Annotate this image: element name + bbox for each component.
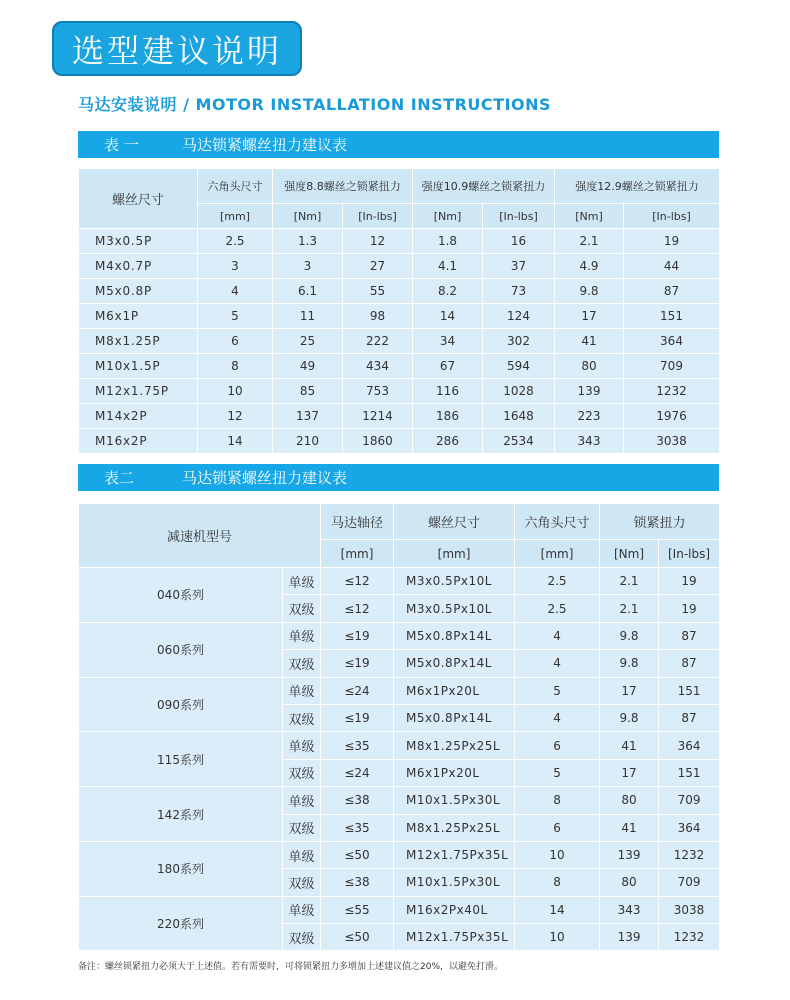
value-cell: 34 [413,329,483,354]
inlbs-cell: 1232 [659,924,720,951]
stage-cell: 单级 [283,787,321,814]
nm-cell: 17 [600,759,659,786]
stage-cell: 单级 [283,841,321,868]
stage-cell: 双级 [283,704,321,731]
shaft-cell: ≤38 [321,787,394,814]
nm-cell: 41 [600,732,659,759]
table-row [79,229,720,254]
value-cell: 2.1 [555,229,624,254]
value-cell: 3 [198,254,273,279]
gearbox-torque-table [78,503,720,951]
value-cell: 4.9 [555,254,624,279]
table1-header-row [79,169,720,204]
table2-header-bar [78,464,719,491]
nm-cell: 9.8 [600,704,659,731]
hex-cell: 8 [515,787,600,814]
table2-unit: [In-lbs] [659,540,720,568]
inlbs-cell: 364 [659,814,720,841]
value-cell: 37 [483,254,555,279]
table1-col-grade-10-9: 强度10.9螺丝之锁紧扭力 [413,169,555,204]
table-row [79,622,720,649]
table-row [79,329,720,354]
screw-size-cell: M5x0.8P [79,279,198,304]
screw-cell: M3x0.5Px10L [394,568,515,595]
stage-cell: 单级 [283,896,321,923]
value-cell: 1.3 [273,229,343,254]
table-row [79,732,720,759]
nm-cell: 41 [600,814,659,841]
inlbs-cell: 151 [659,677,720,704]
hex-cell: 2.5 [515,595,600,622]
value-cell: 67 [413,354,483,379]
value-cell: 19 [624,229,720,254]
stage-cell: 双级 [283,924,321,951]
value-cell: 2.5 [198,229,273,254]
screw-cell: M12x1.75Px35L [394,924,515,951]
screw-cell: M10x1.5Px30L [394,869,515,896]
inlbs-cell: 19 [659,568,720,595]
inlbs-cell: 87 [659,650,720,677]
shaft-cell: ≤12 [321,595,394,622]
value-cell: 14 [413,304,483,329]
screw-cell: M10x1.5Px30L [394,787,515,814]
page-title: 选型建议说明 [52,21,302,76]
shaft-cell: ≤50 [321,841,394,868]
screw-size-cell: M10x1.5P [79,354,198,379]
table-row [79,354,720,379]
value-cell: 151 [624,304,720,329]
series-cell: 115系列 [79,732,283,787]
stage-cell: 双级 [283,869,321,896]
table1-unit: [mm] [198,204,273,229]
value-cell: 286 [413,429,483,454]
stage-cell: 双级 [283,650,321,677]
nm-cell: 2.1 [600,595,659,622]
inlbs-cell: 87 [659,622,720,649]
value-cell: 3 [273,254,343,279]
screw-size-cell: M16x2P [79,429,198,454]
value-cell: 14 [198,429,273,454]
value-cell: 8 [198,354,273,379]
shaft-cell: ≤24 [321,759,394,786]
nm-cell: 139 [600,841,659,868]
nm-cell: 343 [600,896,659,923]
shaft-cell: ≤55 [321,896,394,923]
inlbs-cell: 1232 [659,841,720,868]
value-cell: 1.8 [413,229,483,254]
table-row [79,568,720,595]
table-row [79,279,720,304]
value-cell: 223 [555,404,624,429]
value-cell: 3038 [624,429,720,454]
table2-number: 表二 [104,469,135,487]
screw-cell: M16x2Px40L [394,896,515,923]
table-row [79,787,720,814]
screw-size-cell: M8x1.25P [79,329,198,354]
stage-cell: 双级 [283,814,321,841]
stage-cell: 单级 [283,568,321,595]
hex-cell: 14 [515,896,600,923]
table2-col-torque: 锁紧扭力 [600,504,720,540]
hex-cell: 4 [515,650,600,677]
shaft-cell: ≤38 [321,869,394,896]
value-cell: 9.8 [555,279,624,304]
value-cell: 222 [343,329,413,354]
value-cell: 80 [555,354,624,379]
table2-unit: [mm] [321,540,394,568]
value-cell: 1648 [483,404,555,429]
table-row [79,677,720,704]
table2-title: 马达锁紧螺丝扭力建议表 [182,469,348,487]
value-cell: 210 [273,429,343,454]
shaft-cell: ≤35 [321,732,394,759]
hex-cell: 5 [515,677,600,704]
screw-cell: M6x1Px20L [394,677,515,704]
table1-col-screw: 螺丝尺寸 [79,169,198,229]
value-cell: 343 [555,429,624,454]
screw-cell: M8x1.25Px25L [394,732,515,759]
inlbs-cell: 87 [659,704,720,731]
table1-col-grade-8-8: 强度8.8螺丝之锁紧扭力 [273,169,413,204]
shaft-cell: ≤24 [321,677,394,704]
stage-cell: 单级 [283,622,321,649]
screw-cell: M12x1.75Px35L [394,841,515,868]
table1-header-bar [78,131,719,158]
nm-cell: 9.8 [600,622,659,649]
value-cell: 73 [483,279,555,304]
screw-size-cell: M6x1P [79,304,198,329]
table2-unit: [Nm] [600,540,659,568]
series-cell: 142系列 [79,787,283,842]
table1-col-hex: 六角头尺寸 [198,169,273,204]
stage-cell: 双级 [283,759,321,786]
stage-cell: 单级 [283,677,321,704]
inlbs-cell: 3038 [659,896,720,923]
value-cell: 49 [273,354,343,379]
hex-cell: 10 [515,924,600,951]
table-row [79,379,720,404]
inlbs-cell: 151 [659,759,720,786]
value-cell: 17 [555,304,624,329]
nm-cell: 2.1 [600,568,659,595]
table1-number: 表 一 [104,136,139,154]
screw-size-cell: M14x2P [79,404,198,429]
shaft-cell: ≤35 [321,814,394,841]
shaft-cell: ≤12 [321,568,394,595]
value-cell: 1860 [343,429,413,454]
value-cell: 4.1 [413,254,483,279]
table1-title: 马达锁紧螺丝扭力建议表 [182,136,348,154]
value-cell: 434 [343,354,413,379]
value-cell: 709 [624,354,720,379]
value-cell: 186 [413,404,483,429]
value-cell: 87 [624,279,720,304]
value-cell: 5 [198,304,273,329]
table2-col-hex: 六角头尺寸 [515,504,600,540]
series-cell: 090系列 [79,677,283,732]
table2-header-row [79,504,720,540]
hex-cell: 2.5 [515,568,600,595]
value-cell: 10 [198,379,273,404]
value-cell: 753 [343,379,413,404]
table1-unit: [In-lbs] [343,204,413,229]
table1-unit: [Nm] [555,204,624,229]
series-cell: 060系列 [79,622,283,677]
stage-cell: 双级 [283,595,321,622]
screw-cell: M8x1.25Px25L [394,814,515,841]
value-cell: 11 [273,304,343,329]
value-cell: 44 [624,254,720,279]
value-cell: 6.1 [273,279,343,304]
value-cell: 85 [273,379,343,404]
value-cell: 98 [343,304,413,329]
table2-col-model: 减速机型号 [79,504,321,568]
screw-size-cell: M4x0.7P [79,254,198,279]
table2-col-screw: 螺丝尺寸 [394,504,515,540]
shaft-cell: ≤19 [321,622,394,649]
value-cell: 6 [198,329,273,354]
value-cell: 137 [273,404,343,429]
nm-cell: 17 [600,677,659,704]
value-cell: 139 [555,379,624,404]
hex-cell: 4 [515,622,600,649]
table1-unit: [In-lbs] [624,204,720,229]
table1-col-grade-12-9: 强度12.9螺丝之锁紧扭力 [555,169,720,204]
nm-cell: 80 [600,787,659,814]
value-cell: 12 [198,404,273,429]
hex-cell: 10 [515,841,600,868]
value-cell: 41 [555,329,624,354]
shaft-cell: ≤19 [321,650,394,677]
value-cell: 1976 [624,404,720,429]
value-cell: 12 [343,229,413,254]
screw-cell: M6x1Px20L [394,759,515,786]
table-row [79,896,720,923]
shaft-cell: ≤50 [321,924,394,951]
nm-cell: 139 [600,924,659,951]
value-cell: 27 [343,254,413,279]
table-row [79,304,720,329]
screw-cell: M5x0.8Px14L [394,622,515,649]
inlbs-cell: 709 [659,787,720,814]
table-row [79,429,720,454]
series-cell: 180系列 [79,841,283,896]
value-cell: 16 [483,229,555,254]
value-cell: 594 [483,354,555,379]
stage-cell: 单级 [283,732,321,759]
table1-unit: [Nm] [273,204,343,229]
series-cell: 220系列 [79,896,283,951]
table2-col-shaft: 马达轴径 [321,504,394,540]
nm-cell: 80 [600,869,659,896]
table-row [79,254,720,279]
hex-cell: 6 [515,814,600,841]
shaft-cell: ≤19 [321,704,394,731]
hex-cell: 6 [515,732,600,759]
screw-cell: M5x0.8Px14L [394,704,515,731]
value-cell: 364 [624,329,720,354]
screw-size-cell: M12x1.75P [79,379,198,404]
value-cell: 124 [483,304,555,329]
series-cell: 040系列 [79,568,283,623]
table1-unit: [Nm] [413,204,483,229]
nm-cell: 9.8 [600,650,659,677]
value-cell: 55 [343,279,413,304]
table2-unit: [mm] [394,540,515,568]
value-cell: 116 [413,379,483,404]
value-cell: 8.2 [413,279,483,304]
hex-cell: 4 [515,704,600,731]
screw-cell: M3x0.5Px10L [394,595,515,622]
hex-cell: 5 [515,759,600,786]
value-cell: 1028 [483,379,555,404]
value-cell: 1214 [343,404,413,429]
footnote: 备注：螺丝锁紧扭力必须大于上述值。若有需要时，可将锁紧扭力多增加上述建议值之20%，以避免打滑。 [78,962,504,972]
inlbs-cell: 709 [659,869,720,896]
table2-unit: [mm] [515,540,600,568]
table-row [79,841,720,868]
hex-cell: 8 [515,869,600,896]
inlbs-cell: 364 [659,732,720,759]
inlbs-cell: 19 [659,595,720,622]
value-cell: 4 [198,279,273,304]
value-cell: 25 [273,329,343,354]
section-subtitle: 马达安装说明 / MOTOR INSTALLATION INSTRUCTIONS [78,95,552,114]
value-cell: 302 [483,329,555,354]
value-cell: 1232 [624,379,720,404]
screw-cell: M5x0.8Px14L [394,650,515,677]
table-row [79,404,720,429]
value-cell: 2534 [483,429,555,454]
screw-torque-table [78,168,720,454]
screw-size-cell: M3x0.5P [79,229,198,254]
table1-unit: [In-lbs] [483,204,555,229]
